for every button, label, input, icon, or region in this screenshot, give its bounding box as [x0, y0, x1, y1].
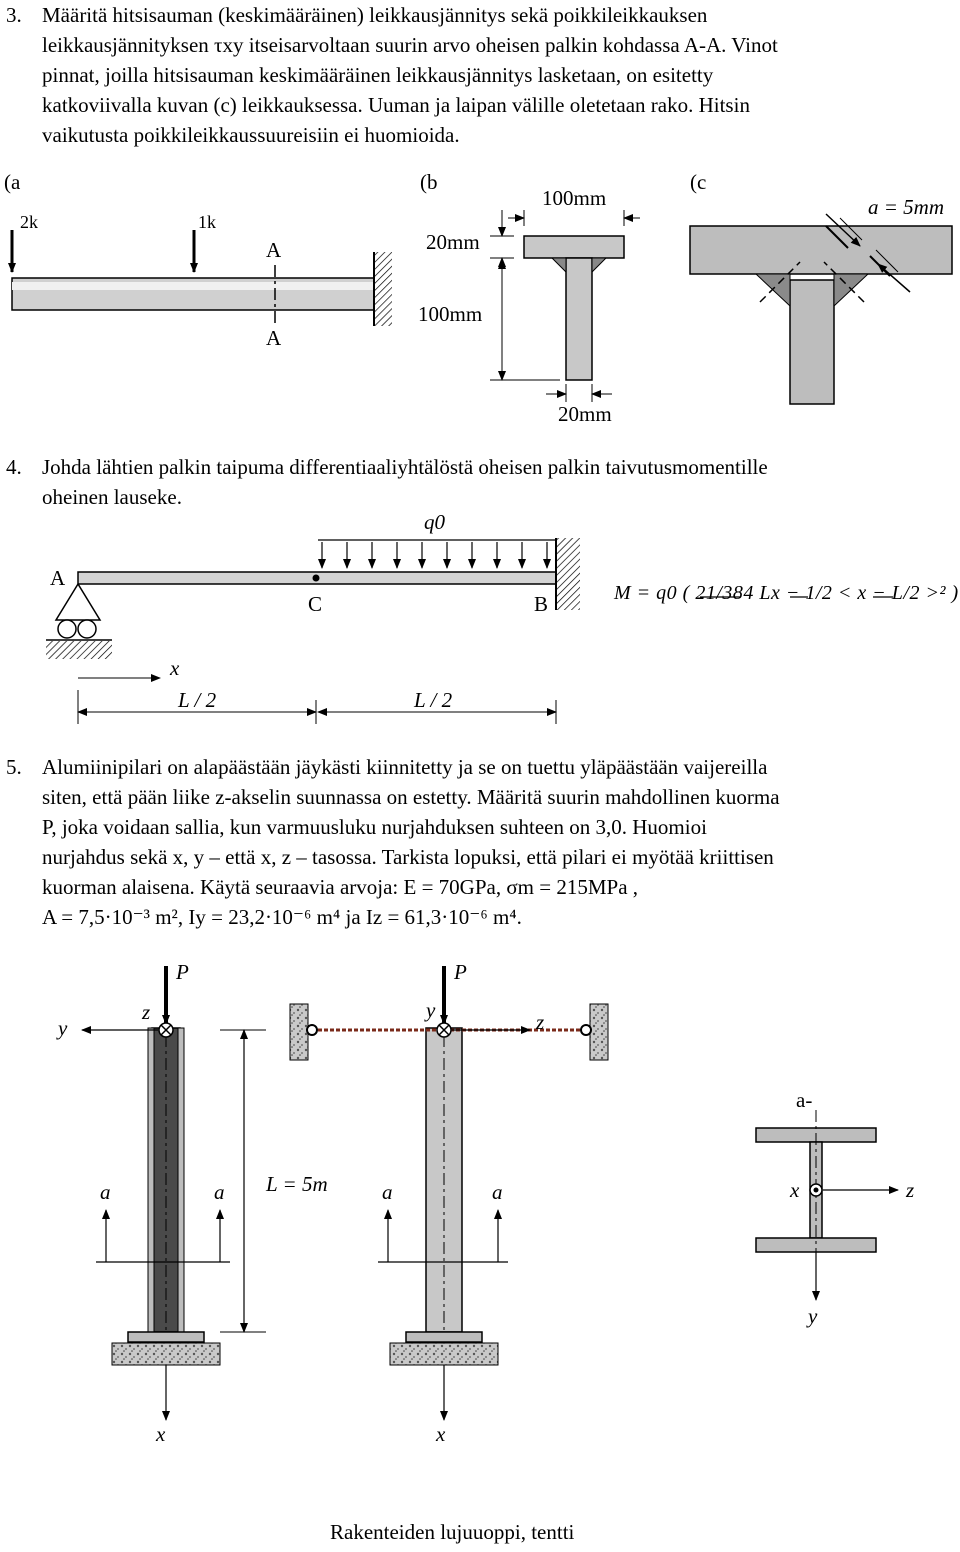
t-section-b: [490, 210, 640, 402]
beam-diagram-4: [46, 538, 580, 724]
dim-flange: 20mm: [426, 230, 480, 254]
section-a-bottom: A: [266, 326, 282, 350]
problem-line: vaikutusta poikkileikkaussuureisiin ei huomioida.: [42, 123, 460, 147]
half-span-2: L / 2: [414, 688, 453, 712]
problem-line: kuorman alaisena. Käytä seuraavia arvoja: E = 70GPa, σm = 215MPa ,: [42, 875, 639, 899]
problem-line: Johda lähtien palkin taipuma differentiaaliyhtälöstä oheisen palkin taivutusmomentille: [42, 455, 768, 479]
axis-z-right: z: [536, 1010, 545, 1034]
section-a-3: a: [382, 1180, 393, 1204]
load-2k-label: 2k: [20, 212, 38, 232]
length-label: L = 5m: [266, 1172, 328, 1196]
problem-number: 3.: [6, 3, 22, 27]
problem-line: leikkausjännityksen τxy itseisarvoltaan suurin arvo oheisen palkin kohdassa A-A. Vinot: [42, 33, 778, 57]
problem-line: oheinen lauseke.: [42, 485, 182, 509]
footer: Rakenteiden lujuuoppi, tentti: [330, 1520, 575, 1544]
dim-web: 20mm: [558, 402, 612, 426]
load-1k-label: 1k: [198, 212, 216, 232]
section-axis-y: y: [808, 1304, 818, 1328]
weld-detail-c: [690, 214, 952, 404]
section-a-4: a: [492, 1180, 503, 1204]
axis-x-left: x: [156, 1422, 166, 1446]
distributed-load-arrows: [322, 542, 547, 568]
section-title: a-: [796, 1088, 813, 1112]
point-a: A: [50, 566, 66, 590]
axis-z-left: z: [142, 1000, 151, 1024]
dim-height: 100mm: [418, 302, 483, 326]
problem-line: nurjahdus sekä x, y – että x, z – tasossa. Tarkista lopuksi, että pilari ei myötää kriittisen: [42, 845, 774, 869]
problem-line: katkoviivalla kuvan (c) leikkauksessa. Uuman ja laipan välille oletetaan rako. Hitsin: [42, 93, 750, 117]
i-section: [756, 1110, 898, 1300]
axis-x-right: x: [436, 1422, 446, 1446]
problem-number: 4.: [6, 455, 22, 479]
column-right: [290, 966, 608, 1420]
problem-line: Määritä hitsisauman (keskimääräinen) leikkausjännitys sekä poikkileikkauksen: [42, 3, 708, 27]
panel-c-label: (c: [690, 170, 707, 194]
moment-formula: M = q0 ( 21/384 Lx − 1/2 < x − L/2 >² ): [614, 582, 959, 604]
section-axis-z: z: [906, 1178, 915, 1202]
problem-line: A = 7,5·10⁻³ m², Iy = 23,2·10⁻⁶ m⁴ ja Iz = 61,3·10⁻⁶ m⁴.: [42, 905, 522, 929]
load-p-left: P: [176, 960, 189, 984]
problem-line: Alumiinipilari on alapäästään jäykästi kiinnitetty ja se on tuettu yläpäästään vaijereilla: [42, 755, 768, 779]
problem-number: 5.: [6, 755, 22, 779]
load-p-right: P: [454, 960, 467, 984]
problem-line: siten, että pään liike z-akselin suunnassa on estetty. Määritä suurin mahdollinen kuorma: [42, 785, 780, 809]
panel-b-label: (b: [420, 170, 438, 194]
problem-line: pinnat, joilla hitsisauman keskimääräinen leikkausjännitys lasketaan, on esitetty: [42, 63, 714, 87]
dim-width: 100mm: [542, 186, 607, 210]
x-axis-label: x: [170, 656, 180, 680]
half-span-1: L / 2: [178, 688, 217, 712]
beam-diagram-a: [12, 230, 392, 326]
section-a-2: a: [214, 1180, 225, 1204]
axis-y-left: y: [58, 1016, 68, 1040]
section-a-top: A: [266, 238, 282, 262]
load-q0: q0: [424, 510, 445, 534]
point-c: C: [308, 592, 323, 616]
axis-y-right: y: [426, 998, 436, 1022]
problem-line: P, joka voidaan sallia, kun varmuusluku nurjahduksen suhteen on 3,0. Huomioi: [42, 815, 707, 839]
section-axis-x: x: [790, 1178, 800, 1202]
panel-a-label: (a: [4, 170, 21, 194]
section-a-1: a: [100, 1180, 111, 1204]
weld-size: a = 5mm: [868, 195, 945, 219]
point-b: B: [534, 592, 549, 616]
